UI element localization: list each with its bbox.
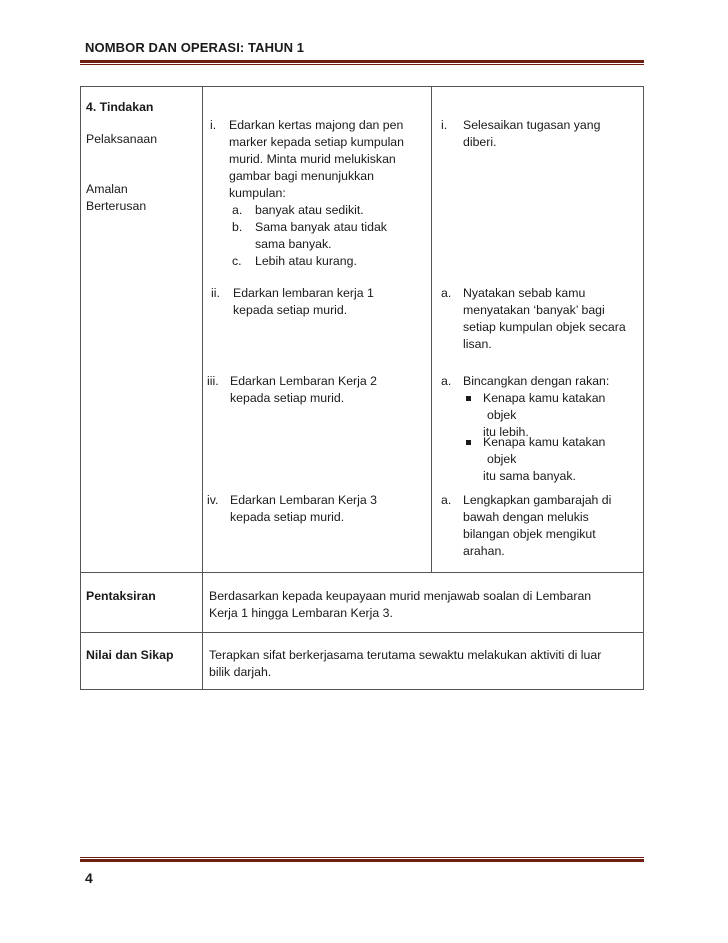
step3-response: Bincangkan dengan rakan: <box>463 374 610 388</box>
column-divider-1 <box>202 86 203 690</box>
nilai-text: bilik darjah. <box>209 665 272 679</box>
step1-sub-b-mark: b. <box>232 220 243 234</box>
step2-response-number: a. <box>441 286 452 300</box>
label-amalan: Amalan <box>86 182 128 196</box>
step4-line: kepada setiap murid. <box>230 510 345 524</box>
step1-sub-a: banyak atau sedikit. <box>255 203 364 217</box>
step3-line: Edarkan Lembaran Kerja 2 <box>230 374 377 388</box>
row-divider-2 <box>80 632 644 633</box>
step1-line: murid. Minta murid melukiskan <box>229 152 396 166</box>
bullet-icon <box>466 440 471 445</box>
step3-bullet2: objek <box>487 452 517 466</box>
step3-bullet1: objek <box>487 408 517 422</box>
step2-response: Nyatakan sebab kamu <box>463 286 586 300</box>
step2-response: menyatakan ‘banyak’ bagi <box>463 303 605 317</box>
bullet-icon <box>466 396 471 401</box>
pentaksiran-text: Kerja 1 hingga Lembaran Kerja 3. <box>209 606 393 620</box>
step1-line: marker kepada setiap kumpulan <box>229 135 404 149</box>
column-divider-2 <box>431 86 432 572</box>
step4-number: iv. <box>207 493 219 507</box>
pentaksiran-label: Pentaksiran <box>86 589 156 603</box>
label-berterusan: Berterusan <box>86 199 147 213</box>
step3-bullet1: Kenapa kamu katakan <box>483 391 606 405</box>
step1-sub-a-mark: a. <box>232 203 243 217</box>
step1-sub-b: Sama banyak atau tidak <box>255 220 387 234</box>
step2-response: lisan. <box>463 337 492 351</box>
step4-response: bilangan objek mengikut <box>463 527 596 541</box>
step1-line: gambar bagi menunjukkan <box>229 169 374 183</box>
label-pelaksanaan: Pelaksanaan <box>86 132 158 146</box>
step2-number: ii. <box>211 286 220 300</box>
footer-rule <box>80 859 644 862</box>
step2-line: Edarkan lembaran kerja 1 <box>233 286 374 300</box>
step1-line: kumpulan: <box>229 186 286 200</box>
step3-line: kepada setiap murid. <box>230 391 345 405</box>
step1-sub-c-mark: c. <box>232 254 242 268</box>
step4-response: arahan. <box>463 544 505 558</box>
header-rule <box>80 60 644 63</box>
pentaksiran-text: Berdasarkan kepada keupayaan murid menjawab soalan di Lembaran <box>209 589 592 603</box>
nilai-text: Terapkan sifat berkerjasama terutama sewaktu melakukan aktiviti di luar <box>209 648 602 662</box>
page-number: 4 <box>85 870 93 886</box>
step4-response: Lengkapkan gambarajah di <box>463 493 612 507</box>
page-header-title: NOMBOR DAN OPERASI: TAHUN 1 <box>85 40 305 55</box>
step1-response: Selesaikan tugasan yang <box>463 118 601 132</box>
step3-bullet1: itu lebih. <box>483 425 529 439</box>
row-divider-1 <box>80 572 644 573</box>
tindakan-heading: 4. Tindakan <box>86 100 154 114</box>
nilai-label: Nilai dan Sikap <box>86 648 174 662</box>
step4-line: Edarkan Lembaran Kerja 3 <box>230 493 377 507</box>
step1-line: Edarkan kertas majong dan pen <box>229 118 404 132</box>
step2-response: setiap kumpulan objek secara <box>463 320 626 334</box>
step3-bullet2: itu sama banyak. <box>483 469 576 483</box>
step3-response-number: a. <box>441 374 452 388</box>
step1-response: diberi. <box>463 135 497 149</box>
step1-sub-b-cont: sama banyak. <box>255 237 332 251</box>
step3-bullet2: Kenapa kamu katakan <box>483 435 606 449</box>
step4-response-number: a. <box>441 493 452 507</box>
footer-rule-thin <box>80 857 644 858</box>
step1-number: i. <box>210 118 217 132</box>
step1-sub-c: Lebih atau kurang. <box>255 254 357 268</box>
step2-line: kepada setiap murid. <box>233 303 348 317</box>
step3-number: iii. <box>207 374 219 388</box>
step1-response-number: i. <box>441 118 448 132</box>
step4-response: bawah dengan melukis <box>463 510 589 524</box>
header-rule-thin <box>80 64 644 65</box>
